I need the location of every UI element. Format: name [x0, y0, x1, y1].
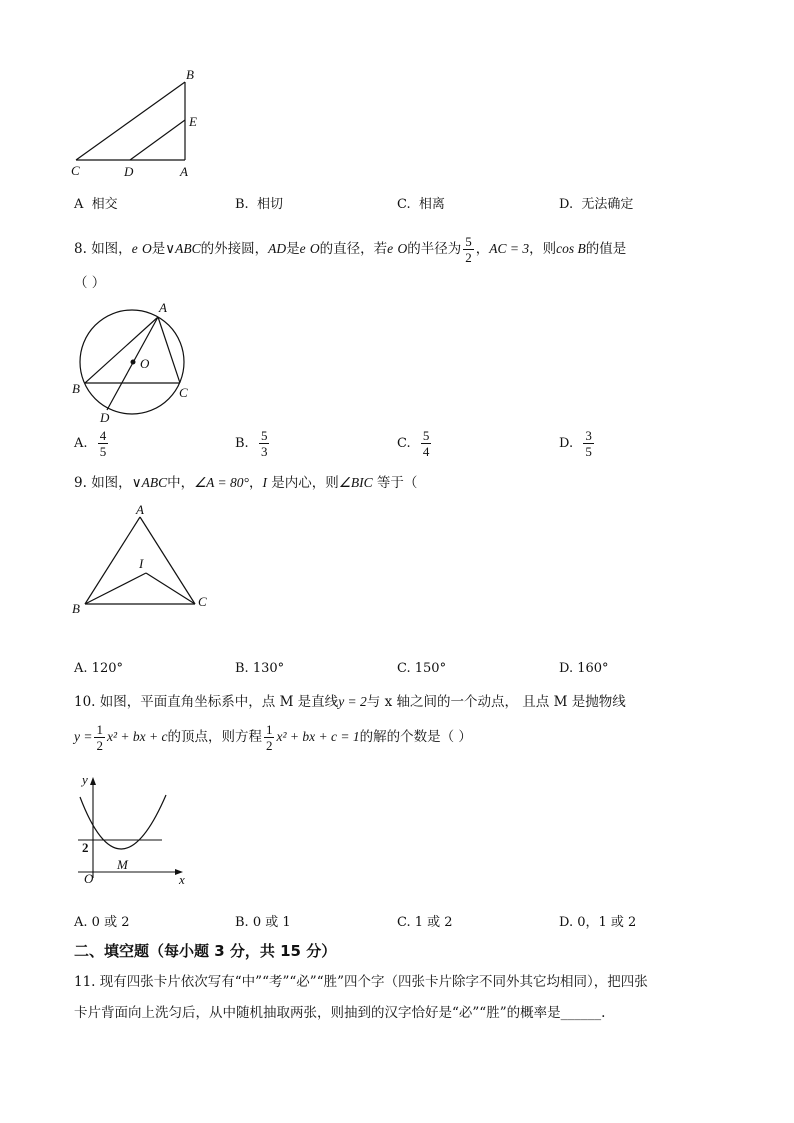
text: 的值是: [585, 241, 627, 257]
var-o: O: [309, 241, 320, 256]
label-o: O: [84, 871, 94, 886]
expr-angle-a: ∠A = 80°: [194, 475, 249, 490]
var-abc: ABC: [175, 241, 201, 256]
text: ，: [248, 475, 263, 491]
var-o: O: [397, 241, 408, 256]
label-o: O: [140, 356, 150, 371]
text: 的解的个数是（ ）: [359, 729, 472, 745]
label-y: y: [82, 772, 88, 787]
text: ，: [475, 241, 490, 257]
option-key: D.: [559, 661, 574, 676]
text: 的半径为: [407, 241, 462, 257]
half-fraction: $\frac{1}{2}$: [265, 722, 273, 753]
q9-number: 9.: [74, 475, 87, 491]
label-two: 2: [82, 840, 89, 855]
option-text: 无法确定: [581, 197, 634, 212]
label-c: C: [179, 385, 188, 400]
y-axis-arrow: [90, 777, 96, 785]
option-key: C.: [397, 436, 411, 451]
label-x: x: [179, 872, 185, 887]
section-heading: 二、填空题（每小题 3 分，共 15 分）: [74, 942, 337, 960]
option-text: 160°: [577, 661, 609, 676]
option-text: 130°: [252, 661, 285, 676]
var-abc: ABC: [141, 475, 168, 490]
text: 的直径，若: [319, 241, 388, 257]
option-fraction: $\frac{5}{3}$: [260, 428, 268, 459]
option-fraction: $\frac{5}{4}$: [422, 428, 430, 459]
option-key: A.: [74, 915, 88, 930]
var-ad: AD: [268, 241, 287, 256]
option-text: 相切: [256, 197, 283, 212]
half-fraction: $\frac{1}{2}$: [96, 722, 103, 753]
expr-poly: x² + bx + c: [106, 729, 168, 744]
option-text: 0 或 1: [252, 915, 291, 930]
expr-ac: AC = 3: [489, 241, 530, 256]
label-a: A: [159, 300, 167, 315]
option-key: A: [74, 197, 84, 212]
q11-number: 11.: [74, 974, 96, 990]
q10-option-a[interactable]: [74, 911, 129, 930]
text: 是内心，则: [271, 475, 339, 491]
option-key: B.: [235, 661, 249, 676]
text: 与 x 轴之间的一个动点， 且点 M 是抛物线: [366, 694, 626, 710]
option-key: D.: [559, 915, 574, 930]
option-key: A.: [74, 436, 88, 451]
option-key: C.: [397, 915, 411, 930]
option-key: B.: [235, 197, 249, 212]
option-text: 0 或 2: [91, 915, 130, 930]
text: ，则: [529, 241, 557, 257]
option-key: D.: [559, 436, 574, 451]
label-b: B: [186, 67, 194, 82]
option-fraction: $\frac{4}{5}$: [99, 428, 107, 459]
q10-option-d[interactable]: [559, 911, 636, 930]
label-a: A: [180, 164, 188, 179]
label-m: M: [117, 857, 128, 872]
q11-stem-line2: [74, 1003, 605, 1023]
option-text: 150°: [414, 661, 447, 676]
circle-symbol: e: [131, 241, 138, 256]
option-text: 120°: [91, 661, 123, 676]
option-text: 相交: [91, 197, 118, 212]
q10-number: 10.: [74, 694, 96, 710]
text: 如图，: [91, 241, 132, 257]
var-i: I: [262, 475, 267, 490]
radius-fraction: $\frac{5}{2}$: [465, 234, 472, 265]
option-key: A.: [74, 661, 88, 676]
option-key: D.: [559, 197, 574, 212]
text: 卡片背面向上洗匀后，从中随机抽取两张，则抽到的汉字恰好是“必”“胜”的概率是______.: [74, 1005, 606, 1021]
option-fraction: $\frac{3}{5}$: [585, 428, 592, 459]
q8-number: 8.: [74, 241, 87, 257]
circle-symbol: e: [299, 241, 306, 256]
option-key: C.: [397, 661, 411, 676]
label-e: E: [189, 114, 197, 129]
text: 如图，平面直角坐标系中，点 M 是直线: [99, 694, 339, 710]
option-key: C.: [397, 197, 411, 212]
text: 中，: [167, 475, 195, 491]
expr-y-eq: y =: [74, 729, 93, 744]
option-key: B.: [235, 915, 249, 930]
option-text: 1 或 2: [414, 915, 453, 930]
text: 的顶点，则方程: [167, 729, 262, 745]
label-i: I: [139, 556, 144, 571]
option-key: B.: [235, 436, 249, 451]
var-o: O: [141, 241, 152, 256]
expr-y-eq-2: y = 2: [338, 694, 367, 709]
text: 是: [286, 241, 300, 257]
q11-stem-line1: [74, 972, 648, 992]
label-c: C: [71, 163, 80, 178]
text: 如图，: [91, 475, 132, 491]
text: 是: [151, 241, 166, 257]
label-d: D: [100, 410, 110, 425]
q10-option-c[interactable]: [397, 911, 453, 930]
q10-option-b[interactable]: [235, 911, 291, 930]
text: 的外接圆，: [200, 241, 269, 257]
circle-symbol: e: [387, 241, 394, 256]
triangle-symbol: ∨: [131, 475, 142, 491]
option-text: 相离: [418, 197, 445, 212]
text: 现有四张卡片依次写有“中”“考”“必”“胜”四个字（四张卡片除字不同外其它均相同），把四张: [99, 974, 648, 990]
label-c: C: [198, 594, 207, 609]
option-text: 0，1 或 2: [577, 915, 637, 930]
label-a: A: [136, 502, 144, 517]
expr-poly-eq: x² + bx + c = 1: [276, 729, 360, 744]
label-b: B: [72, 381, 80, 396]
expr-cosb: cos B: [556, 241, 586, 256]
q8-answer-paren: （ ）: [74, 275, 106, 291]
triangle-symbol: ∨: [165, 241, 176, 257]
label-b: B: [72, 601, 80, 616]
text: 等于（: [376, 475, 418, 491]
label-d: D: [124, 164, 134, 179]
expr-angle-bic: ∠BIC: [338, 475, 373, 490]
